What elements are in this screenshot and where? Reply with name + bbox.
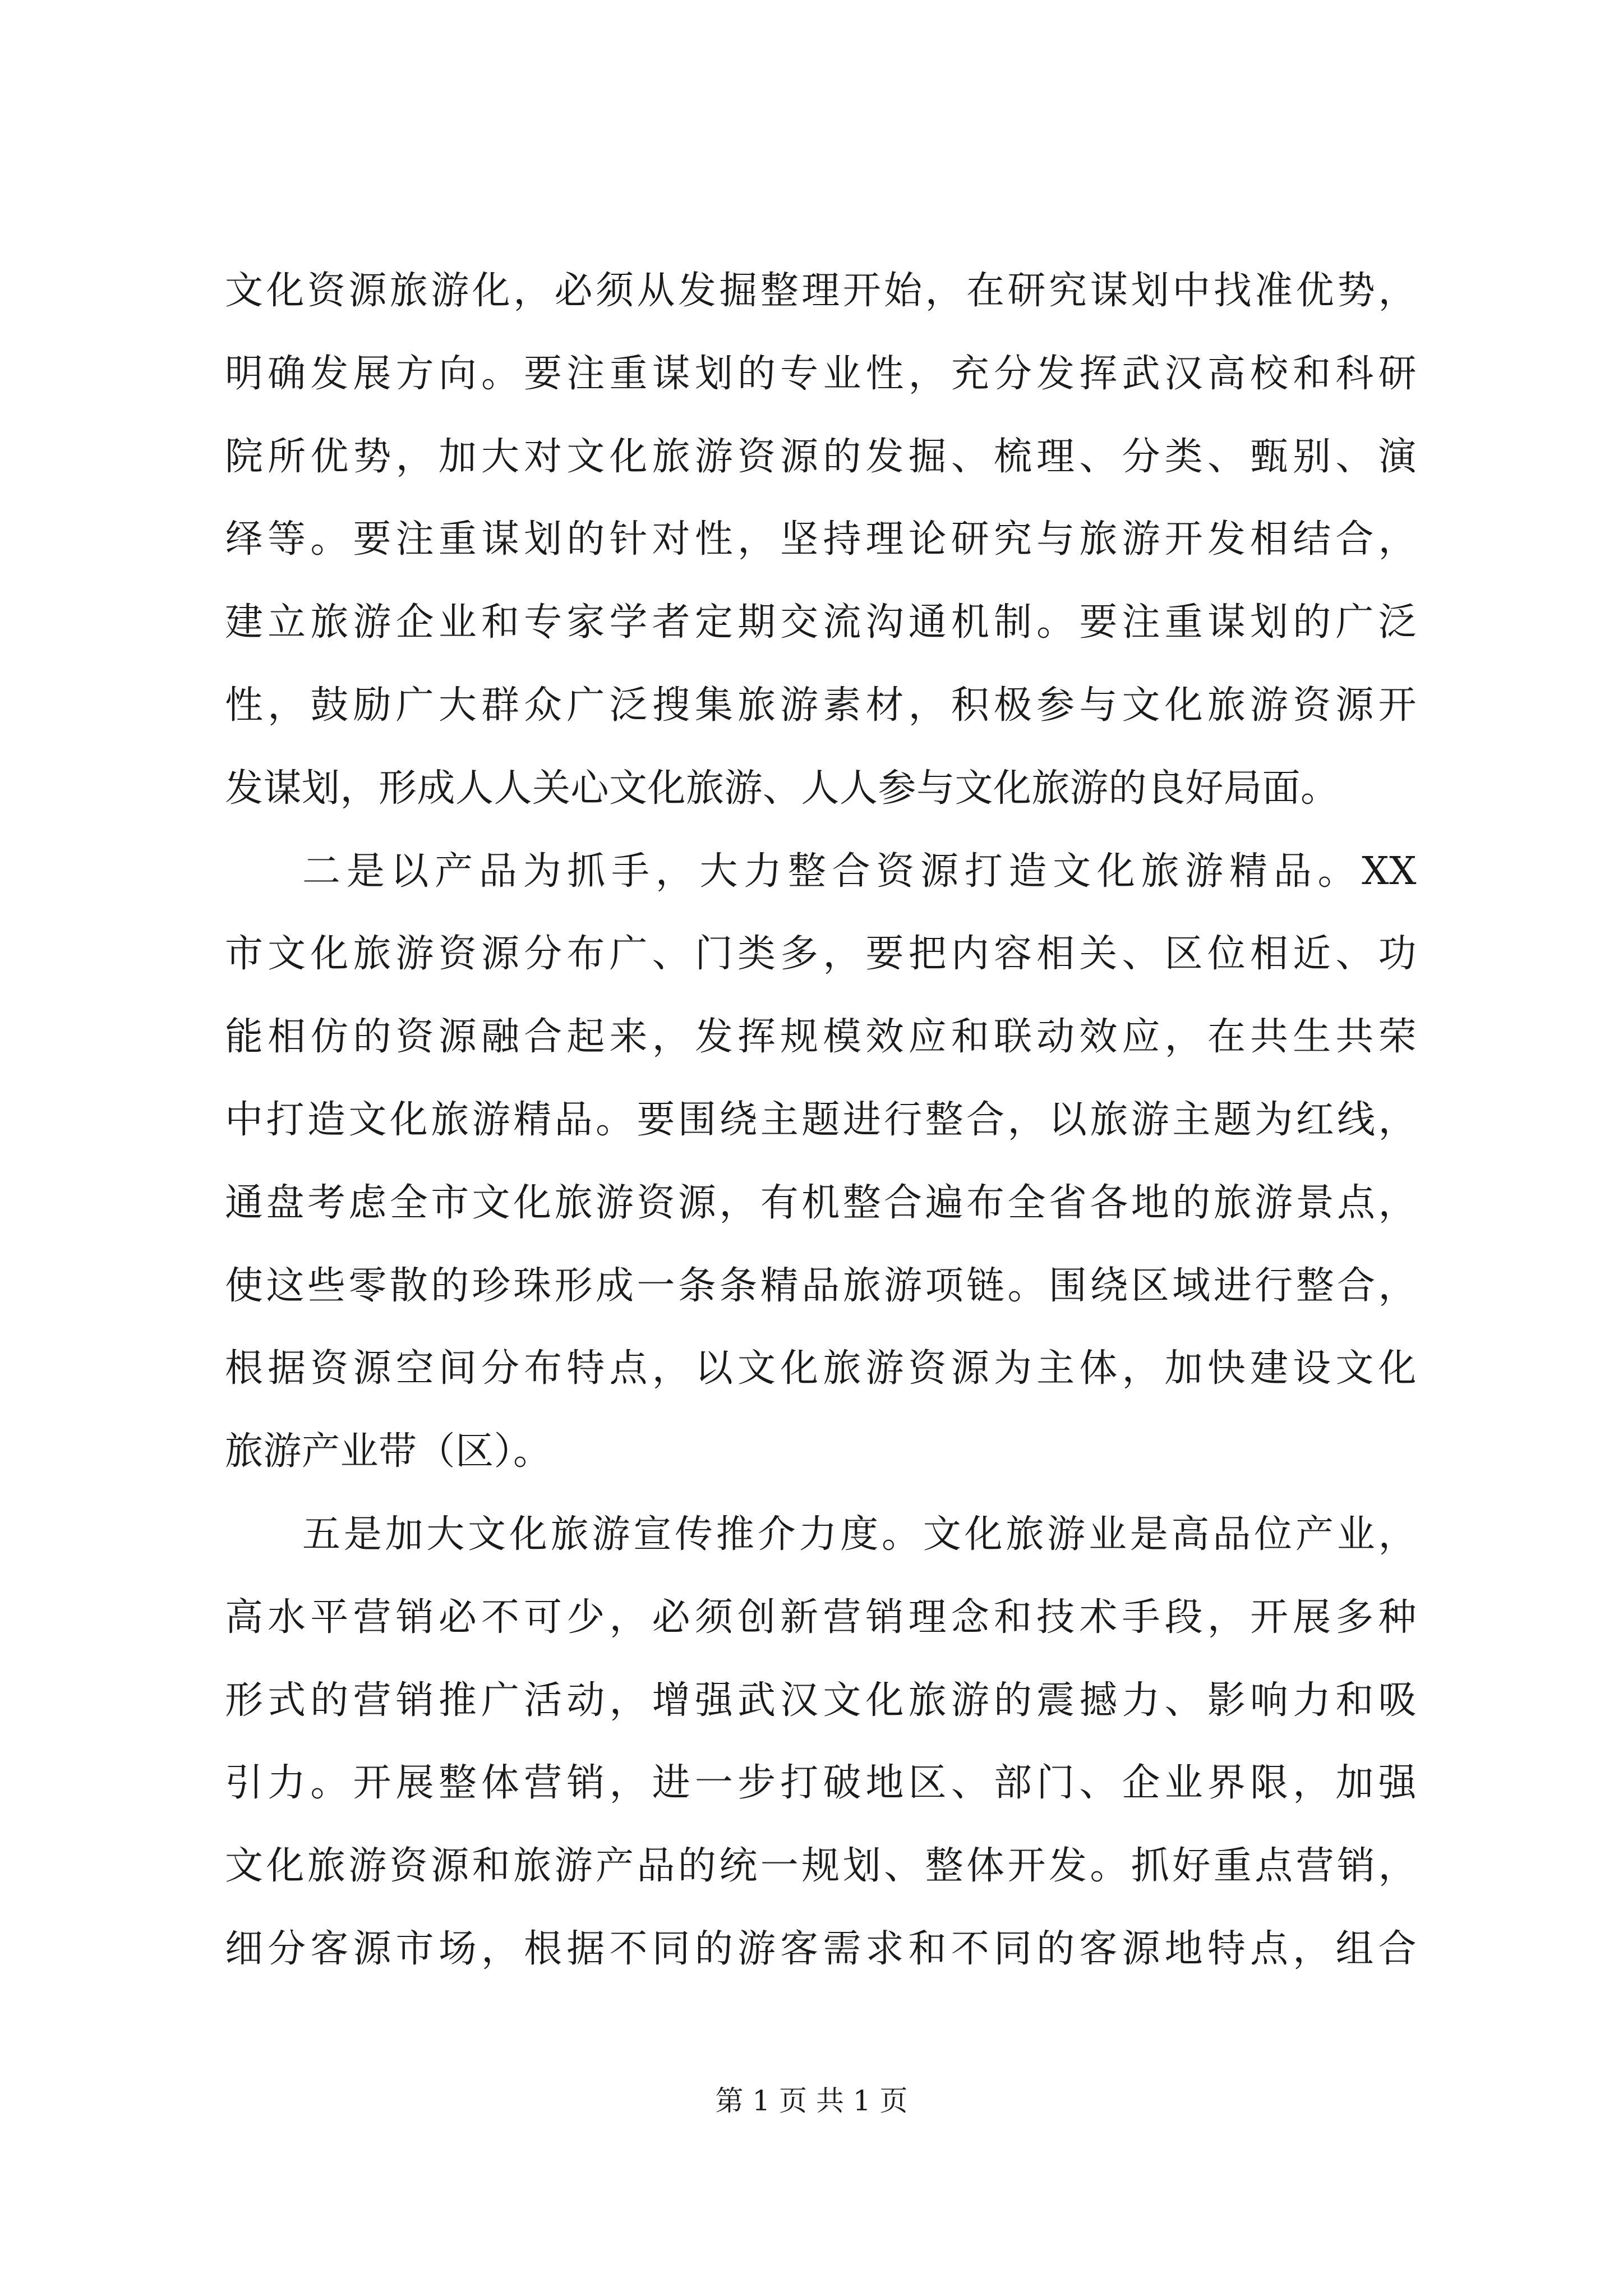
text-line: 高水平营销必不可少，必须创新营销理念和技术手段，开展多种 [225,1595,1417,1640]
text-line: 细分客源市场，根据不同的游客需求和不同的客源地特点，组合 [225,1926,1417,1971]
text-line: 中打造文化旅游精品。要围绕主题进行整合，以旅游主题为红线， [225,1097,1417,1142]
text-line: 使这些零散的珍珠形成一条条精品旅游项链。围绕区域进行整合， [225,1263,1417,1308]
page-number-label: 第 1 页 共 1 页 [715,2085,908,2117]
text-line: 根据资源空间分布特点，以文化旅游资源为主体，加快建设文化 [225,1346,1417,1391]
page-footer [0,2081,1623,2120]
text-line: 明确发展方向。要注重谋划的专业性，充分发挥武汉高校和科研 [225,351,1417,396]
text-line: 文化资源旅游化，必须从发掘整理开始，在研究谋划中找准优势， [225,269,1417,313]
text-line: 文化旅游资源和旅游产品的统一规划、整体开发。抓好重点营销， [225,1844,1417,1889]
text-line: 形式的营销推广活动，增强武汉文化旅游的震撼力、影响力和吸 [225,1678,1417,1723]
text-line: 能相仿的资源融合起来，发挥规模效应和联动效应，在共生共荣 [225,1015,1417,1060]
text-line: 绎等。要注重谋划的针对性，坚持理论研究与旅游开发相结合， [225,517,1417,562]
paragraph-start-line: 五是加大文化旅游宣传推介力度。文化旅游业是高品位产业， [302,1512,1417,1557]
text-line: 通盘考虑全市文化旅游资源，有机整合遍布全省各地的旅游景点， [225,1180,1417,1225]
text-line: 市文化旅游资源分布广、门类多，要把内容相关、区位相近、功 [225,932,1417,977]
text-line: 性，鼓励广大群众广泛搜集旅游素材，积极参与文化旅游资源开 [225,683,1417,728]
document-body [225,250,1417,2045]
text-line: 引力。开展整体营销，进一步打破地区、部门、企业界限，加强 [225,1761,1417,1806]
paragraph-start-line: 二是以产品为抓手，大力整合资源打造文化旅游精品。XX [302,849,1417,894]
text-line: 院所优势，加大对文化旅游资源的发掘、梳理、分类、甄别、演 [225,434,1417,479]
text-line: 建立旅游企业和专家学者定期交流沟通机制。要注重谋划的广泛 [225,600,1417,645]
text-line: 旅游产业带（区）。 [225,1429,552,1474]
text-line: 发谋划，形成人人关心文化旅游、人人参与文化旅游的良好局面。 [225,766,1339,811]
